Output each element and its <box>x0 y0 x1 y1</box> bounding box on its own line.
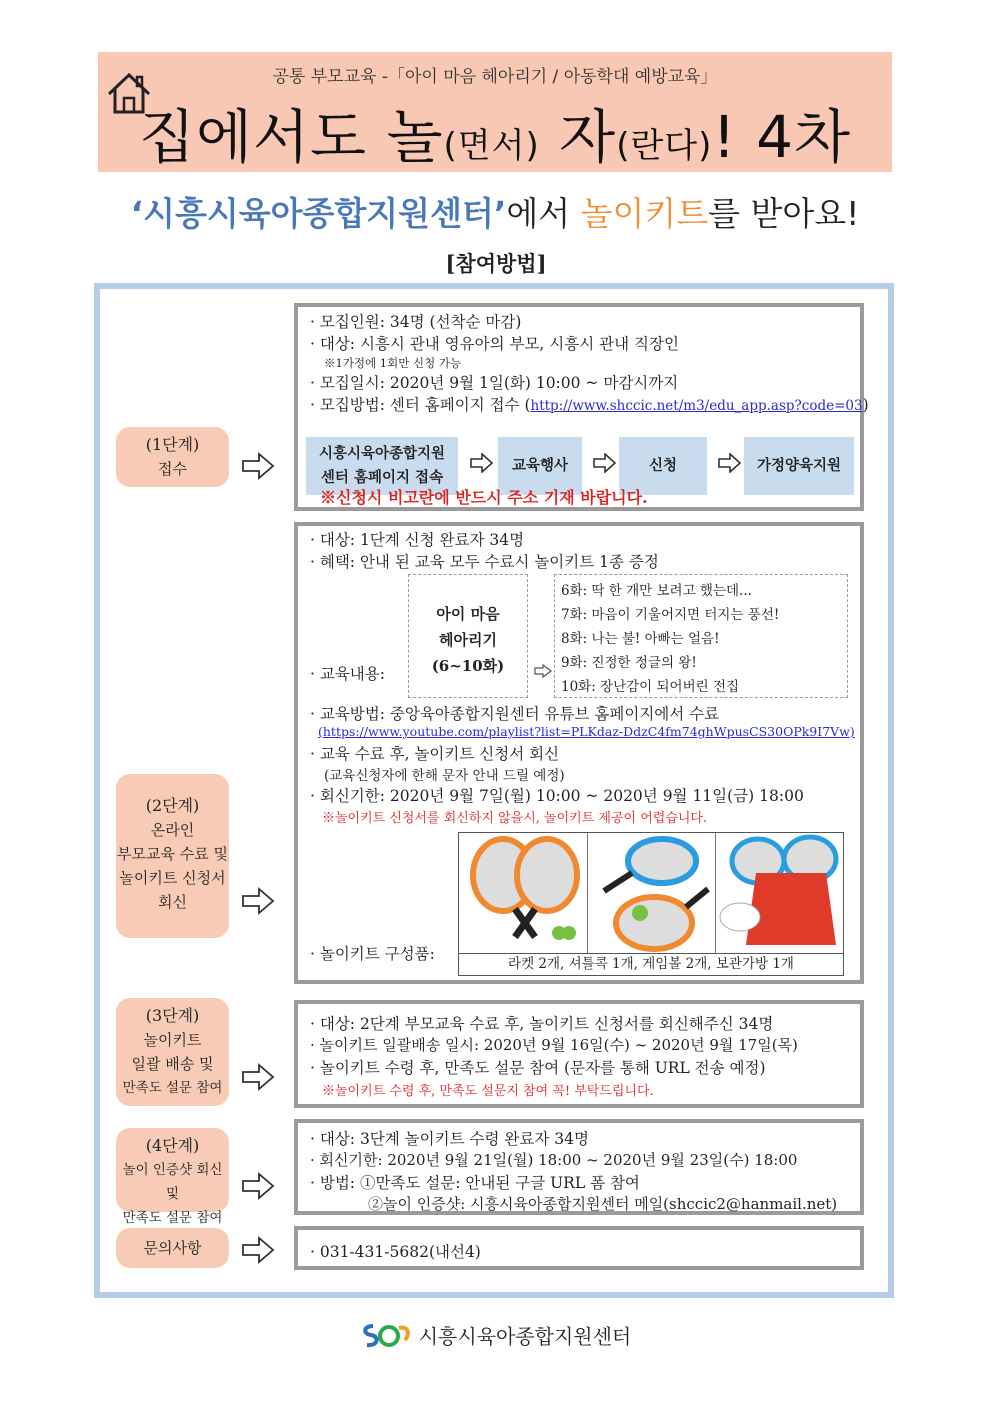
list-item: 10화: 장난감이 되어버린 전집 <box>561 679 740 695</box>
step2-warning: ※놀이키트 신청서를 회신하지 않을시, 놀이키트 제공이 어렵습니다. <box>322 811 708 826</box>
list-item: 7화: 마음이 기울어지면 터지는 풍선! <box>561 607 780 623</box>
step3-label: (3단계) 놀이키트 일괄 배송 및 만족도 설문 참여 <box>116 998 229 1106</box>
episode-list <box>554 574 848 698</box>
youtube-playlist-link[interactable]: (https://www.youtube.com/playlist?list=PLKdaz-DdzC4fm74ghWpusCS30OPk9I7Vw) <box>318 724 855 739</box>
center-logo-icon <box>361 1320 413 1350</box>
step4-box: · 대상: 3단계 놀이키트 수령 완료자 34명 · 회신기한: 2020년 9월 21일(월) 18:00 ~ 2020년 9월 23일(수) 18:00 · 방법: ①만족도 설문: 안내된 구글 URL 폼 참여 ②놀이 인증샷: 시흥시육아종합지원센터 메일(shccic2@hanmail.net) <box>294 1119 864 1215</box>
method-heading: [참여방법] <box>445 251 547 276</box>
footer <box>0 1320 992 1350</box>
center-name: ‘시흥시육아종합지원센터’ <box>130 194 507 233</box>
inquiry-label: 문의사항 <box>116 1228 229 1268</box>
rackets-photo-2 <box>587 833 716 953</box>
step3-box: · 대상: 2단계 부모교육 수료 후, 놀이키트 신청서를 회신해주신 34명 · 놀이키트 일괄배송 일시: 2020년 9월 16일(수) ~ 2020년 9월 17일(목) · 놀이키트 수령 후, 만족도 설문 참여 (문자를 통해 URL 전송 예정) ※놀이키트 수령 후, 만족도 설문지 참여 꼭! 부탁드립니다. <box>294 1000 864 1108</box>
step3-warning: ※놀이키트 수령 후, 만족도 설문지 참여 꼭! 부탁드립니다. <box>322 1084 654 1099</box>
flow-arrow-icon <box>593 453 617 473</box>
step2-label: (2단계) 온라인 부모교육 수료 및 놀이키트 신청서 회신 <box>116 774 229 938</box>
step1-box: · 모집인원: 34명 (선착순 마감) · 대상: 시흥시 관내 영유아의 부모, 시흥시 관내 직장인 ※1가정에 1회만 신청 가능 · 모집일시: 2020년 9월 1일(화) 10:00 ~ 마감시까지 · 모집방법: 센터 홈페이지 접수 (http://www.shccic.net/m3/edu_app.asp?code=03) 시흥시육아종합지원센터 홈페이지 접속 교육행사 신청 가정양육지원 ※신청시 비고란에 반드시 주소 기재 바랍니다. <box>294 303 864 511</box>
step1-notice: ※신청시 비고란에 반드시 주소 기재 바랍니다. <box>320 488 648 507</box>
main-title: 집에서도 놀(면서) 자(란다)! 4차 <box>138 103 852 171</box>
inquiry-box <box>294 1226 864 1270</box>
list-item: 9화: 진정한 정글의 왕! <box>561 655 697 671</box>
arrow-right-icon <box>241 1063 275 1091</box>
arrow-right-icon <box>241 452 275 480</box>
step1-label: (1단계) 접수 <box>116 427 229 487</box>
footer-org-name: 시흥시육아종합지원센터 <box>418 1324 632 1349</box>
list-item: 8화: 나는 불! 아빠는 얼음! <box>561 631 720 647</box>
header-subtitle: 공통 부모교육 -「아이 마음 헤아리기 / 아동학대 예방교육」 <box>272 67 718 87</box>
kit-word: 놀이키트 <box>580 194 709 233</box>
tagline: ‘시흥시육아종합지원센터’에서 놀이키트를 받아요! <box>130 194 860 233</box>
storage-bag-photo <box>715 833 844 953</box>
phone-number: · 031-431-5682(내선4) <box>310 1243 481 1261</box>
list-item: 6화: 딱 한 개만 보려고 했는데... <box>561 583 752 599</box>
flow-step-homepage: 시흥시육아종합지원센터 홈페이지 접속 <box>306 437 458 495</box>
arrow-right-icon <box>534 664 552 678</box>
arrow-right-icon <box>241 1236 275 1264</box>
flow-step-apply: 신청 <box>619 437 707 495</box>
arrow-right-icon <box>241 1172 275 1200</box>
flow-step-home-care: 가정양육지원 <box>744 437 854 495</box>
header-banner <box>98 52 892 172</box>
rackets-photo <box>459 833 587 953</box>
flow-step-edu-event: 교육행사 <box>498 437 582 495</box>
step4-label: (4단계) 놀이 인증샷 회신 및 만족도 설문 참여 <box>116 1128 229 1212</box>
step2-box: · 대상: 1단계 신청 완료자 34명 · 혜택: 안내 된 교육 모두 수료시 놀이키트 1종 증정 아이 마음 헤아리기 (6~10화) · 교육내용: 6화: 딱 한 개만 보려고 했는데... 7화: 마음이 기울어지면 터지는 풍선! 8화: 나는 불! 아빠는 얼음! 9화: 진정한 정글의 왕! 10화: 장난감이 되어버린 전집 · 교육방법: 중앙육아종합지원센터 유튜브 홈페이지에서 수료 (https://www.youtube.com/playlist?list=PLKdaz-DdzC4fm74ghWpusCS30OPk9I7Vw) · 교육 수료 후, 놀이키트 신청서 회신 (교육신청자에 한해 문자 안내 드릴 예정) · 회신기한: 2020년 9월 7일(월) 10:00 ~ 2020년 9월 11일(금) 18:00 ※놀이키트 신청서를 회신하지 않을시, 놀이키트 제공이 어렵습니다. · 놀이키트 구성품: 라켓 2개, 셔틀콕 1개, 게임볼 2개, 보관가방 1개 <box>294 522 864 984</box>
kit-photos <box>458 832 844 954</box>
kit-caption: 라켓 2개, 셔틀콕 1개, 게임볼 2개, 보관가방 1개 <box>458 954 844 976</box>
flow-arrow-icon <box>718 453 742 473</box>
course-box: 아이 마음 헤아리기 (6~10화) <box>408 574 528 698</box>
registration-link[interactable]: http://www.shccic.net/m3/edu_app.asp?code=03 <box>530 398 863 414</box>
flow-arrow-icon <box>470 453 494 473</box>
arrow-right-icon <box>241 887 275 915</box>
